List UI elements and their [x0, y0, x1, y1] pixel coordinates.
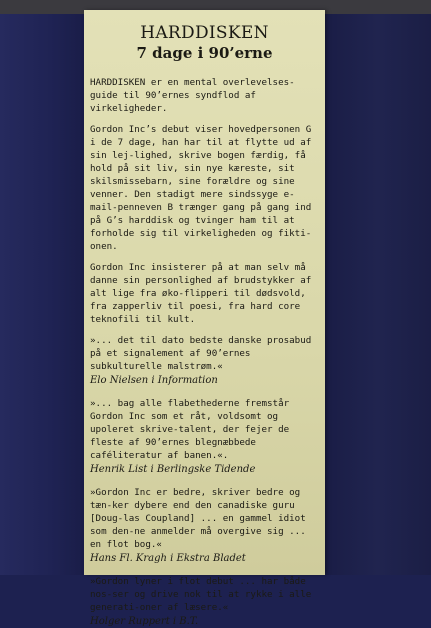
back-cover-panel — [84, 10, 325, 627]
review-quote: »... bag alle flabethederne fremstår Gordon Inc som et råt, voldsomt og upoleret skrive-talent, der fejer de fleste af 90’ernes blegnæbbede caféliteratur af banen.«. — [90, 398, 290, 461]
background-right — [325, 0, 431, 575]
review-source: Henrik List i Berlingske Tidende — [90, 464, 256, 475]
review-source: Hans Fl. Kragh i Ekstra Bladet — [90, 553, 246, 564]
review-quote: »Gordon lyner i flot debut ... har både nos-ser og drive nok til at rykke i alle generati-oner af læsere.« — [90, 576, 312, 613]
review-source: Elo Nielsen i Information — [90, 375, 218, 386]
synopsis-paragraph: Gordon Inc’s debut viser hovedpersonen G i de 7 dage, han har til at flytte ud af sin lej-lighed, skrive bogen færdig, få hold på sit liv, sin nye kæreste, sit skilsmissebarn, sine forældre og sine venner. Den stadigt mere sindssyge e-mail-penneven B trænger gang på gang ind på G’s harddisk og tvinger ham til at forholde sig til virkeligheden og fikti-onen. — [90, 124, 312, 252]
review-quote: »Gordon Inc er bedre, skriver bedre og tæn-ker dybere end den canadiske guru [Doug-las Coupland] ... en gammel idiot som den-ne anmelder må overgive sig ... en flot bog.« — [90, 487, 306, 550]
background-left — [0, 0, 84, 575]
review-quote: »... det til dato bedste danske prosabud på et signalement af 90’ernes subkulturelle malstrøm.« — [90, 335, 312, 372]
intro-paragraph: HARDDISKEN er en mental overlevelses-guide til 90’ernes syndflod af virkeligheder. — [90, 77, 295, 114]
book-subtitle: 7 dage i 90’erne — [136, 44, 273, 62]
review-source: Holger Ruppert i B.T. — [90, 616, 199, 627]
theme-paragraph: Gordon Inc insisterer på at man selv må danne sin personlighed af brudstykker af alt lige fra øko-flipperi til dødsvold, fra zapperliv til poesi, fra hard core teknofili til kult. — [90, 262, 312, 325]
book-title: HARDDISKEN — [140, 23, 269, 43]
